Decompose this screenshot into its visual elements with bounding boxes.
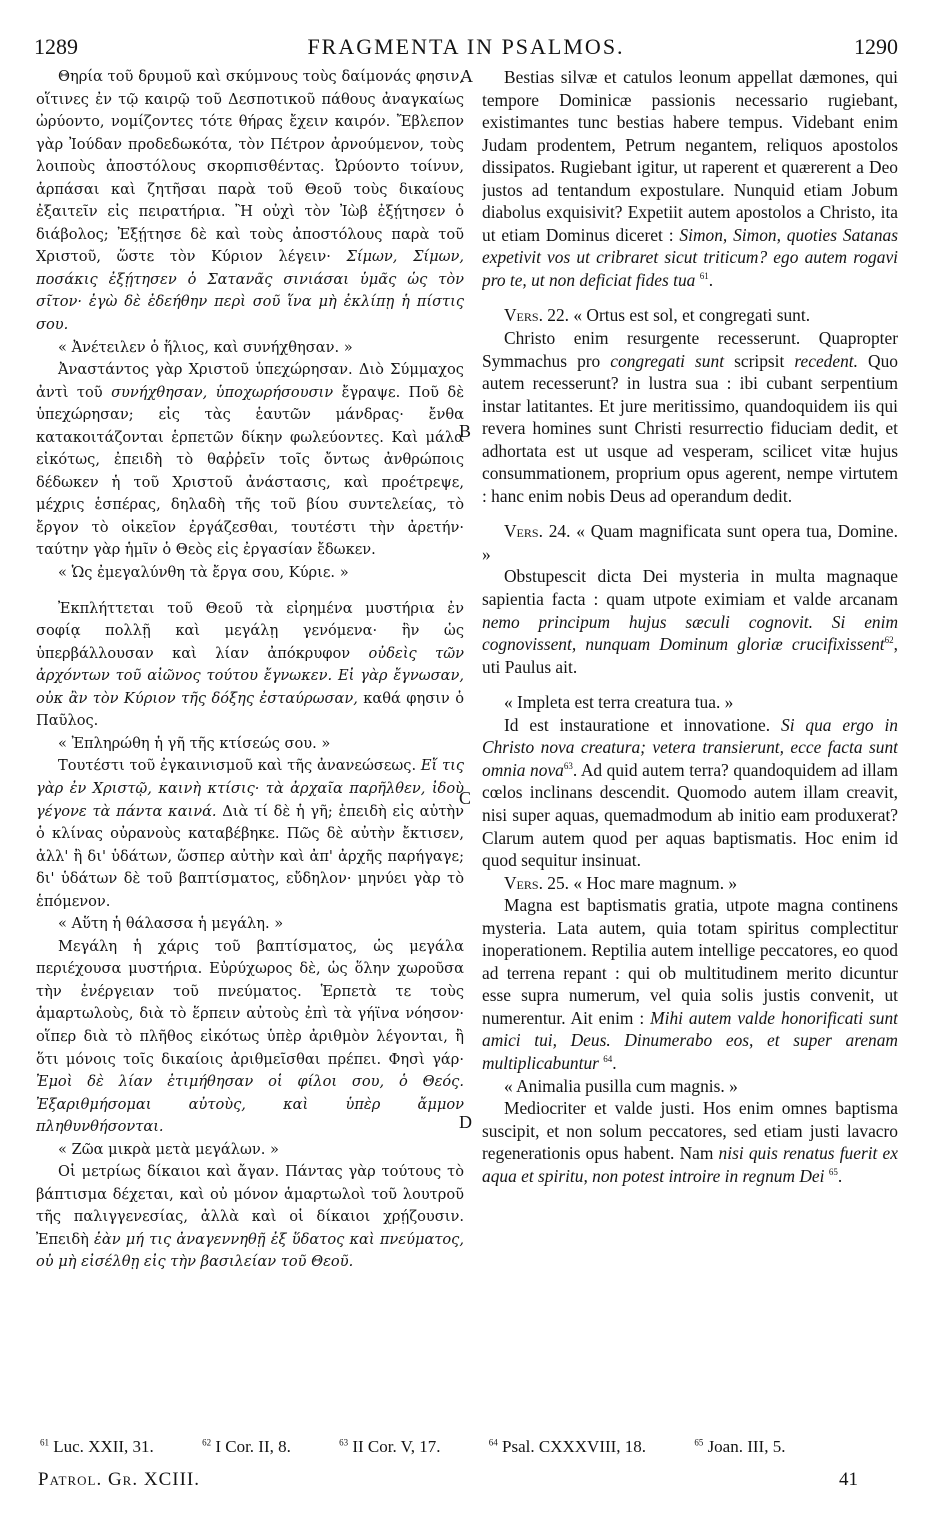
footnotes (40, 1437, 900, 1457)
footnote-ref: 62 (884, 635, 894, 646)
greek-paragraph: Μεγάλη ἡ χάρις τοῦ βαπτίσματος, ὡς μεγάλα περιέχουσα μυστήρια. Εὐρύχωρος δὲ, ὡς ὅλην χωροῦσα τὴν ἐνέργειαν τοῦ πνεύματος. Ἑρπετὰ τε τοὺς ἁμαρτωλοὺς, διὰ τὸ ἕρπειν αὐτοὺς ἐπὶ τὰ γήϊνα νόησον· οἵπερ διὰ τὸ πλῆθος εἰκότως ὑπὲρ ἀριθμὸν λέγονται, ἢ ὅτι μόνοις τοῖς δικαίοις ἀριθμεῖσθαι πρέπει. Φησὶ γάρ· Ἐμοὶ δὲ λίαν ἐτιμήθησαν οἱ φίλοι σου, ὁ Θεός. Ἐξαριθμήσομαι αὐτοὺς, καὶ ὑπὲρ ἄμμον πληθυνθήσονται. (36, 937, 464, 1136)
latin-verse-22: Vers. 22. « Ortus est sol, et congregati sunt. (504, 305, 811, 326)
greek-verse-24: « Ὡς ἐμεγαλύνθη τὰ ἔργα σου, Κύριε. » (58, 564, 349, 582)
latin-verse-animalia: « Animalia pusilla cum magnis. » (504, 1075, 738, 1096)
latin-verse-25: Vers. 25. « Hoc mare magnum. » (504, 872, 738, 893)
footnote: $^{65}$ Joan. III, 5. (694, 1437, 786, 1456)
greek-paragraph: Τουτέστι τοῦ ἐγκαινισμοῦ καὶ τῆς ἀνανεώσεως. Εἴ τις γὰρ ἐν Χριστῷ, καινὴ κτίσις· τὰ ἀρχαῖα παρῆλθεν, ἰδοὺ γέγονε τὰ πάντα καινά. Διὰ τί δὲ ἡ γῆ; ἐπειδὴ εἰς αὐτὴν ὁ κλίνας οὐρανοὺς καταβέβηκε. Πῶς δὲ αὐτὴν ἔκτισεν, ἀλλ' ἢ δι' ὑδάτων, ὥσπερ αὐτὴν καὶ ἀπ' ἀρχῆς παρήγαγε; δι' ὑδάτων δὲ τοῦ βαπτίσματος, εὔδηλον· μηνύει γὰρ τὸ ἑπόμενον. (36, 757, 464, 910)
margin-letter-a: A (460, 66, 473, 86)
greek-paragraph: Ἀναστάντος γὰρ Χριστοῦ ὑπεχώρησαν. Διὸ Σύμμαχος ἀντὶ τοῦ συνήχθησαν, ὑποχωρήσουσιν ἔγραψε. Ποῦ δὲ ὑπεχώρησαν; εἰς τὰς ἑαυτῶν μάνδρας· ἔνθα κατακοιτάζονται ἑρπετῶν δίκην φωλεύοντες. Καὶ μάλα εἰκότως, ἐπειδὴ τὸ θαῤῥεῖν τοῖς ὄντως ἀνθρώποις δέδωκεν ἡ τοῦ Χριστοῦ ἀνάστασις, καὶ προέτρεψε, μέχρις ἑσπέρας, δηλαδὴ τῆς τοῦ βίου συντελείας, τὸ ἔργον τὸ οἰκεῖον ἐργάζεσθαι, τουτέστι τὴν ἀρετήν· ταύτην γὰρ ἡμῖν ὁ Θεὸς εἰς ἐργασίαν ἔδωκεν. (36, 361, 464, 559)
footnote-ref: 65 (828, 1166, 838, 1177)
running-title: FRAGMENTA IN PSALMOS. (307, 34, 625, 59)
footnote-ref: 64 (603, 1054, 613, 1065)
latin-paragraph: Magna est baptismatis gratia, utpote magna continens mysteria. Lata autem, quia totam spiritus complectitur inoperationem. Reptilia autem intellige peccatores, eo quod ad terrena repant : qui ob multitudinem merito dicuntur esse supra numerum, vel quia solis justis convenit, ut numerentur. Ait enim : Mihi autem valde honorificati sunt amici tui, Deus. Dinumerabo eos, et super arenam multiplicabuntur $^{64}$. (482, 895, 898, 1073)
greek-verse-25: « Αὕτη ἡ θάλασσα ἡ μεγάλη. » (58, 915, 284, 933)
margin-letter-d: D (459, 1112, 472, 1132)
footnote: $^{61}$ Luc. XXII, 31. (40, 1437, 154, 1456)
page-header (34, 34, 898, 64)
footnote-ref: 63 (563, 761, 573, 772)
greek-verse-22: « Ἀνέτειλεν ὁ ἥλιος, καὶ συνήχθησαν. » (58, 338, 353, 356)
greek-verse-animalia: « Ζῶα μικρὰ μετὰ μεγάλων. » (58, 1140, 279, 1158)
greek-paragraph: Οἱ μετρίως δίκαιοι καὶ ἄγαν. Πάντας γὰρ τούτους τὸ βάπτισμα δέχεται, καὶ οὐ μόνον ἁμαρτωλοὶ τοῦ λουτροῦ τῆς παλιγγενεσίας, ἀλλὰ καὶ οἱ δίκαιοι χρῄζουσιν. Ἐπειδὴ ἐὰν μή τις ἀναγεννηθῇ ἐξ ὕδατος καὶ πνεύματος, οὐ μὴ εἰσέλθῃ εἰς τὴν βασιλείαν τοῦ Θεοῦ. (36, 1163, 464, 1271)
page-footer (38, 1469, 898, 1495)
greek-paragraph: Ἐκπλήττεται τοῦ Θεοῦ τὰ εἰρημένα μυστήρια ἐν σοφίᾳ πολλῇ καὶ μεγάλῃ γενόμενα· ἣν ὡς ὑπερβάλλουσαν καὶ λίαν ἀπόκρυφον οὐδεὶς τῶν ἀρχόντων τοῦ αἰῶνος τούτου ἔγνωκεν. Εἰ γὰρ ἔγνωσαν, οὐκ ἂν τὸν Κύριον τῆς δόξης ἐσταύρωσαν, καθά φησιν ὁ Παῦλος. (36, 599, 464, 730)
sheet-number: 41 (839, 1469, 858, 1490)
page-number-left: 1289 (34, 34, 78, 59)
footnote: $^{62}$ I Cor. II, 8. (202, 1437, 291, 1456)
latin-verse-24: Vers. 24. « Quam magnificata sunt opera tua, Domine. » (482, 521, 898, 564)
latin-paragraph: Obstupescit dicta Dei mysteria in multa magnaque sapientia facta : quam utpote eximiam et valde arcanam nemo principum hujus sæculi cognovit. Si enim cognovissent, nunquam Dominum gloriæ crucifixissent$^{62}$, uti Paulus ait. (482, 566, 898, 677)
series-signature: Patrol. Gr. XCIII. (38, 1469, 200, 1490)
latin-paragraph: Id est instauratione et innovatione. Si qua ergo in Christo nova creatura; vetera transierunt, ecce facta sunt omnia nova$^{63}$. Ad quid autem terra? quandoquidem ad illam cœlos inclinans descendit. Quomodo autem illam creavit, nisi super aquas, quemadmodum ab initio eam produxerat? Clarum autem quod per aquas baptismatis. Hoc enim id quod sequitur insinuat. (482, 714, 898, 871)
latin-column (482, 66, 898, 1436)
latin-verse-impleta: « Impleta est terra creatura tua. » (504, 692, 734, 713)
footnote: $^{63}$ II Cor. V, 17. (339, 1437, 441, 1456)
footnote: $^{64}$ Psal. CXXXVIII, 18. (488, 1437, 647, 1456)
margin-letter-c: C (459, 788, 472, 808)
latin-paragraph: Bestias silvæ et catulos leonum appellat dæmones, qui tempore Dominicæ passionis necessario rugiebant, existimantes tunc bestias habere tempus. Videbant enim Judam prodentem, Petrum negantem, reliquos apostolos dissipatos. Rugiebant igitur, ut raperent et quærerent a Deo justos ad tentandum expostulare. Nunquid etiam Jobum diabolus exquisivit? Expetiit autem apostolos a Christo, ita ut etiam Dominus diceret : Simon, Simon, quoties Satanas expetivit vos ut cribraret sicut triticum? ego autem rogavi pro te, ut non deficiat fides tua $^{61}$. (482, 67, 898, 290)
latin-paragraph: Christo enim resurgente recesserunt. Quapropter Symmachus pro congregati sunt scripsit recedent. Quo autem recesserunt? in lustra sua : ibi cubant serpentium instar latitantes. Et jure meritissimo, quandoquidem iis qui revera homines sunt Christi resurrectio fiduciam dedit, et adhortata est ut usque ad vesperam, scilicet vitæ hujus consummationem, proprium opus agerent, nempe virtutem : hanc enim nobis Deus ad operandum dedit. (482, 328, 898, 506)
greek-paragraph: Θηρία τοῦ δρυμοῦ καὶ σκύμνους τοὺς δαίμονάς φησιν, οἵτινες ἐν τῷ καιρῷ τοῦ Δεσποτικοῦ πάθους ἀναγκαίως ὠρύοντο, νομίζοντες τότε θήρας ἔχειν καιρόν. Ἔβλεπον γὰρ Ἰούδαν προδεδωκότα, τὸν Πέτρον ἀρνούμενον, τοὺς λοιποὺς ἀποστόλους σκορπισθέντας. Ὠρύοντο τοίνυν, ἁρπάσαι καὶ ζητῆσαι παρὰ τοῦ Θεοῦ τοὺς δικαίους ἐξαιτεῖν εἰς πειρατήρια. Ἢ οὐχὶ τὸν Ἰὼβ ἐξῄτησεν ὁ διάβολος; Ἐξῄτησε δὲ καὶ τοὺς ἀποστόλους παρὰ τοῦ Χριστοῦ, ὥστε τὸν Κύριον λέγειν· Σίμων, Σίμων, ποσάκις ἐξῄτησεν ὁ Σατανᾶς σινιάσαι ὑμᾶς ὡς τὸν σῖτον· ἐγὼ δὲ ἐδεήθην περὶ σοῦ ἵνα μὴ ἐκλίπῃ ἡ πίστις σου. (36, 68, 464, 334)
greek-column (36, 66, 464, 1436)
footnote-ref: 61 (699, 271, 709, 282)
page-number-right: 1290 (854, 34, 898, 59)
latin-paragraph: Mediocriter et valde justi. Hos enim omnes baptisma suscipit, et non solum peccatores, sed etiam justi lavacro regenerationis opus habent. Nam nisi quis renatus fuerit ex aqua et spiritu, non potest introire in regnum Dei $^{65}$. (482, 1098, 898, 1186)
margin-letter-b: B (459, 421, 472, 441)
greek-verse-impleta: « Ἐπληρώθη ἡ γῆ τῆς κτίσεώς σου. » (58, 734, 331, 752)
